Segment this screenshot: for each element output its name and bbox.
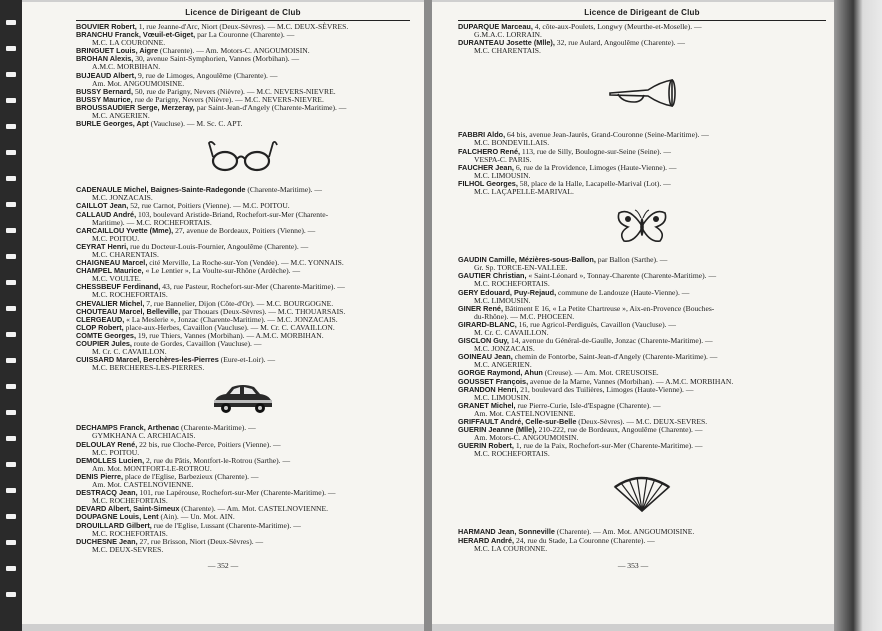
binder-hole xyxy=(6,488,16,493)
entry-club: G.M.A.C. LORRAIN. xyxy=(474,30,542,40)
entry-address: 19, rue Thiers, Vannes (Morbihan). — A.M.C. MORBIHAN. xyxy=(136,330,324,340)
entry-address: « Le Lentier », La Voulte-sur-Rhône (Ardèche). — xyxy=(143,266,301,276)
entry-club: M.C. CHARENTAIS. xyxy=(474,46,541,56)
binder-hole xyxy=(6,306,16,311)
entry-address: 58, place de la Halle, Lacapelle-Marival (Lot). — xyxy=(517,178,671,188)
directory-entry xyxy=(458,386,826,402)
entry-name: DOUPAGNE Louis, Lent xyxy=(76,512,159,522)
entry-name: DENIS Pierre, xyxy=(76,471,124,481)
directory-entry xyxy=(76,104,410,120)
entry-club: M.C. BERCHERES-LES-PIERRES. xyxy=(92,363,205,373)
entry-club: M.C. VOULTE. xyxy=(92,274,141,284)
entry-group-d xyxy=(458,23,826,55)
fan-icon xyxy=(458,458,826,528)
entry-address: 32, rue Aulard, Angoulême (Charente). — xyxy=(554,38,686,48)
entry-address: place de l'Eglise, Barbezieux (Charente). — xyxy=(123,471,259,481)
entry-address: « La Meslerie », Jonzac (Charente-Maritime). — M.C. JONZACAIS. xyxy=(124,314,338,324)
entry-name: CHOUTEAU Marcel, Belleville, xyxy=(76,306,181,316)
binder-hole xyxy=(6,436,16,441)
directory-entry xyxy=(76,356,410,372)
entry-address: (Creuse). — Am. Mot. CREUSOISE. xyxy=(542,368,659,378)
entry-club: Gr. Sp. TORCE-EN-VALLEE. xyxy=(474,263,568,273)
entry-address: 21, boulevard des Tuilières, Limoges (Haute-Vienne). — xyxy=(518,384,694,394)
entry-address: par La Couronne (Charente). — xyxy=(195,30,295,40)
entry-address: 101, rue Lapérouse, Rochefort-sur-Mer (Charente-Maritime). — xyxy=(137,488,336,498)
entry-address: par Ballon (Sarthe). — xyxy=(595,255,668,265)
entry-club: M.C. ROCHEFORTAIS. xyxy=(92,290,168,300)
entry-name: DECHAMPS Franck, Arthenac xyxy=(76,423,180,433)
entry-club: M. Cr. C. CAVAILLON. xyxy=(92,347,167,357)
directory-entry xyxy=(76,489,410,505)
entry-name: CADENAULE Michel, Baignes-Sainte-Radegonde xyxy=(76,185,246,195)
directory-entry xyxy=(458,289,826,305)
entry-name: COUPIER Jules, xyxy=(76,339,132,348)
entry-group-h xyxy=(458,528,826,552)
entry-name: GRANET Michel, xyxy=(458,400,516,410)
entry-address: rue de l'Eglise, Lussant (Charente-Maritime). — xyxy=(151,520,301,530)
entry-address: par Thouars (Deux-Sèvres). — M.C. THOUARSAIS. xyxy=(180,306,346,316)
entry-club: M.C. ROCHEFORTAIS. xyxy=(92,528,168,538)
entry-club: M.C. ROCHEFORTAIS. xyxy=(92,496,168,506)
entry-club: M.C. LIMOUSIN. xyxy=(474,295,531,305)
directory-entry xyxy=(76,243,410,259)
directory-entry xyxy=(76,186,410,202)
entry-group-f xyxy=(458,131,826,196)
directory-entry xyxy=(458,337,826,353)
entry-club: GYMKHANA C. ARCHIACAIS. xyxy=(92,431,196,441)
page-header: Licence de Dirigeant de Club xyxy=(584,8,700,17)
directory-entry xyxy=(76,522,410,538)
directory-entry xyxy=(458,39,826,55)
entry-address: 43, rue Pasteur, Rochefort-sur-Mer (Charente-Maritime). — xyxy=(160,282,345,292)
entry-club: M.C. LA COURONNE. xyxy=(474,543,548,553)
entry-address: (Charente-Maritime). — xyxy=(245,185,323,195)
car-icon xyxy=(76,372,410,424)
entry-club: M.C. LIMOUSIN. xyxy=(474,170,531,180)
entry-address: 2, rue du Pâtis, Montfort-le-Rotrou (Sarthe). — xyxy=(144,455,291,465)
entry-name: GINER René, xyxy=(458,303,504,313)
directory-entry xyxy=(458,537,826,553)
binder-hole xyxy=(6,254,16,259)
entry-club: M.C. POITOU. xyxy=(92,233,140,243)
entry-address: rue de Parigny, Nevers (Nièvre). — M.C. NEVERS-NIEVRE. xyxy=(132,94,324,104)
entry-name: GERY Edouard, Puy-Rejaud, xyxy=(458,287,557,297)
entry-name: FALCHERO René, xyxy=(458,146,521,156)
entry-address: 16, rue Agricol-Perdiguès, Cavaillon (Vaucluse). — xyxy=(516,319,677,329)
entry-address: 27, avenue de Bordeaux, Poitiers (Vienne). — xyxy=(173,225,316,235)
entry-address: chemin de Fontorbe, Saint-Jean-d'Angely (Charente-Maritime). — xyxy=(512,352,718,362)
directory-entry xyxy=(458,256,826,272)
entry-name: CHESSBEUF Ferdinand, xyxy=(76,282,161,292)
directory-entry xyxy=(76,267,410,283)
entry-name: DELOULAY René, xyxy=(76,439,138,449)
entry-name: BUJEAUD Albert, xyxy=(76,70,137,80)
entry-name: FABBRI Aldo, xyxy=(458,130,506,140)
directory-entry xyxy=(76,55,410,71)
binder-hole xyxy=(6,46,16,51)
directory-entry xyxy=(76,424,410,440)
directory-entry xyxy=(458,164,826,180)
entry-club: M.C. LAÇAPELLE-MARIVAL. xyxy=(474,187,574,197)
binder-hole xyxy=(6,202,16,207)
entry-address: avenue de la Marne, Vannes (Morbihan). — A.M.C. MORBIHAN. xyxy=(528,376,734,386)
entry-name: CLOP Robert, xyxy=(76,322,124,332)
entry-name: BRANCHU Franck, Vœuil-et-Giget, xyxy=(76,30,196,40)
directory-entry xyxy=(76,227,410,243)
entry-club: M. Cr. C. CAVAILLON. xyxy=(474,327,549,337)
entry-name: BROUSSAUDIER Serge, Merzeray, xyxy=(76,102,195,112)
binder-hole xyxy=(6,20,16,25)
entry-name: BUSSY Bernard, xyxy=(76,86,134,96)
entry-address: 210-222, rue de Bordeaux, Angoulême (Charente). — xyxy=(536,425,703,435)
page-gutter xyxy=(424,0,432,631)
entry-club: M.C. ROCHEFORTAIS. xyxy=(474,279,550,289)
entry-address: (Vaucluse). — M. Sc. C. APT. xyxy=(148,119,243,129)
directory-entry xyxy=(458,442,826,458)
entry-name: DUPARQUE Marceau, xyxy=(458,22,533,31)
entry-name: BURLE Georges, Apt xyxy=(76,119,149,129)
entry-club: Am. Mot. CASTELNOVIENNE. xyxy=(92,480,194,490)
page-number: — 353 — xyxy=(617,561,649,570)
binder-hole xyxy=(6,514,16,519)
directory-entry xyxy=(458,305,826,321)
directory-entry xyxy=(458,148,826,164)
entry-name: HERARD André, xyxy=(458,535,515,545)
entry-name: CLERGEAUD, xyxy=(76,314,125,324)
entry-name: GOUSSET François, xyxy=(458,376,529,386)
binder-hole xyxy=(6,176,16,181)
entry-club: M.C. CHARENTAIS. xyxy=(92,249,159,259)
entry-address: (Charente). — Am. Motors-C. ANGOUMOISIN. xyxy=(158,46,310,56)
directory-entry xyxy=(458,131,826,147)
entry-address: 4, côte-aux-Poulets, Longwy (Meurthe-et-Moselle). — xyxy=(532,22,702,31)
page-number: — 352 — xyxy=(207,561,239,570)
entry-name: CARCAILLOU Yvette (Mme), xyxy=(76,225,174,235)
entry-group-b xyxy=(76,23,410,128)
entry-name: FILHOL Georges, xyxy=(458,178,518,188)
header-rule xyxy=(76,20,410,21)
binder-strip xyxy=(0,0,22,631)
directory-entry xyxy=(76,473,410,489)
entry-address: (Eure-et-Loir). — xyxy=(218,355,276,365)
directory-entry xyxy=(458,321,826,337)
entry-group-d xyxy=(76,424,410,554)
binder-hole xyxy=(6,72,16,77)
entry-club: M.C. POITOU. xyxy=(92,447,140,457)
entry-name: BRINGUET Louis, Aigre xyxy=(76,46,159,56)
entry-address: route de Gordes, Cavaillon (Vaucluse). — xyxy=(131,339,262,348)
entry-address: 1, rue Jeanne-d'Arc, Niort (Deux-Sèvres). — M.C. DEUX-SÈVRES. xyxy=(136,22,349,31)
binder-hole xyxy=(6,332,16,337)
entry-club: M.C. ANGERIEN. xyxy=(92,111,150,121)
entry-club: M.C. LA COURONNE. xyxy=(92,38,166,48)
entry-address: 64 bis, avenue Jean-Jaurès, Grand-Couronne (Seine-Maritime). — xyxy=(505,130,709,140)
entry-name: CEYRAT Henri, xyxy=(76,241,129,251)
entry-club: M.C. BONDEVILLAIS. xyxy=(474,138,550,148)
glasses-icon xyxy=(76,128,410,186)
entry-name: GOINEAU Jean, xyxy=(458,352,513,362)
binder-hole xyxy=(6,384,16,389)
entry-name: DEVARD Albert, Saint-Simeux xyxy=(76,504,180,514)
binder-hole xyxy=(6,358,16,363)
binder-hole xyxy=(6,124,16,129)
entry-club: du-Rhône). — M.C. PHOCEEN. xyxy=(474,311,575,321)
entry-name: DESTRACQ Jean, xyxy=(76,488,138,498)
directory-entry xyxy=(76,340,410,356)
entry-address: (Charente). — Am. Mot. ANGOUMOISINE. xyxy=(554,527,695,537)
directory-entry xyxy=(76,441,410,457)
entry-name: GISCLON Guy, xyxy=(458,336,509,346)
entry-name: FAUCHER Jean, xyxy=(458,162,514,172)
entry-group-c xyxy=(76,186,410,372)
right-page xyxy=(432,2,834,624)
entry-name: CHAIGNEAU Marcel, xyxy=(76,258,148,268)
entry-club: Am. Mot. CASTELNOVIENNE. xyxy=(474,408,576,418)
header-rule xyxy=(458,20,826,21)
entry-club: VESPA-C. PARIS. xyxy=(474,154,532,164)
entry-club: M.C. JONZACAIS. xyxy=(92,193,153,203)
directory-entry xyxy=(76,457,410,473)
entry-address: par Saint-Jean-d'Angely (Charente-Maritime). — xyxy=(194,102,347,112)
entry-address: commune de Landouze (Haute-Vienne). — xyxy=(556,287,690,297)
entry-address: 52, rue Carnot, Poitiers (Vienne). — M.C. POITOU. xyxy=(128,201,290,211)
directory-entry xyxy=(458,353,826,369)
entry-address: 24, rue du Stade, La Couronne (Charente). — xyxy=(514,535,655,545)
entry-name: DUCHESNE Jean, xyxy=(76,536,138,546)
entry-club: Maritime). — M.C. ROCHEFORTAIS. xyxy=(92,217,212,227)
entry-name: COMTE Georges, xyxy=(76,330,137,340)
entry-address: 1, rue de la Paix, Rochefort-sur-Mer (Charente-Maritime). — xyxy=(513,441,703,451)
entry-address: cité Merville, La Roche-sur-Yon (Vendée). — M.C. YONNAIS. xyxy=(147,258,344,268)
binder-hole xyxy=(6,98,16,103)
entry-name: DROUILLARD Gilbert, xyxy=(76,520,152,530)
page-header: Licence de Dirigeant de Club xyxy=(185,8,301,17)
entry-name: BOUVIER Robert, xyxy=(76,22,137,31)
entry-address: 27, rue Brisson, Niort (Deux-Sèvres). — xyxy=(137,536,264,546)
binder-hole xyxy=(6,462,16,467)
entry-name: GRANDON Henri, xyxy=(458,384,519,394)
entry-club: M.C. DEUX-SEVRES. xyxy=(92,544,164,554)
entry-address: (Deux-Sèvres). — M.C. DEUX-SEVRES. xyxy=(576,417,708,426)
entry-address: 113, rue de Silly, Boulogne-sur-Seine (Seine). — xyxy=(520,146,671,156)
entry-club: M.C. ROCHEFORTAIS. xyxy=(474,449,550,459)
entry-name: CAILLOT Jean, xyxy=(76,201,129,211)
directory-entry xyxy=(458,426,826,442)
entry-club: M.C. LIMOUSIN. xyxy=(474,392,531,402)
binder-hole xyxy=(6,540,16,545)
directory-entry xyxy=(458,272,826,288)
entry-address: place-aux-Herbes, Cavaillon (Vaucluse). — M. Cr. C. CAVAILLON. xyxy=(123,322,335,332)
entry-club: M.C. JONZACAIS. xyxy=(474,344,535,354)
entry-address: 7, rue Bannelier, Dijon (Côte-d'Or). — M.C. BOURGOGNE. xyxy=(144,298,334,308)
binder-hole xyxy=(6,410,16,415)
entry-club: Am. Mot. MONTFORT-LE-ROTROU. xyxy=(92,463,212,473)
entry-name: GUERIN Jeanne (Mlle), xyxy=(458,425,537,435)
entry-address: Bâtiment E 16, « La Petite Chartreuse », Aix-en-Provence (Bouches- xyxy=(503,303,715,313)
entry-name: GAUTIER Christian, xyxy=(458,271,527,281)
entry-address: (Charente). — Am. Mot. CASTELNOVIENNE. xyxy=(179,504,329,514)
entry-address: 103, boulevard Aristide-Briand, Rochefort-sur-Mer (Charente- xyxy=(136,209,329,219)
binder-hole xyxy=(6,280,16,285)
entry-address: rue Pierre-Curie, Isle-d'Espagne (Charente). — xyxy=(515,400,661,410)
entry-name: GIRARD-BLANC, xyxy=(458,319,517,329)
entry-name: CHAMPEL Maurice, xyxy=(76,266,144,276)
entry-address: (Charente-Maritime). — xyxy=(179,423,256,433)
directory-entry xyxy=(76,72,410,88)
directory-entry xyxy=(76,538,410,554)
entry-name: GAUDIN Camille, Mézières-sous-Ballon, xyxy=(458,255,596,265)
binder-hole xyxy=(6,150,16,155)
entry-address: 14, avenue du Général-de-Gaulle, Jonzac (Charente-Maritime). — xyxy=(508,336,713,346)
directory-entry xyxy=(458,402,826,418)
entry-address: 30, avenue Saint-Symphorien, Vannes (Morbihan). — xyxy=(133,54,300,64)
bugle-icon xyxy=(458,55,826,131)
left-page xyxy=(22,2,424,624)
entry-name: GRIFFAULT André, Celle-sur-Belle xyxy=(458,417,577,426)
directory-entry xyxy=(458,23,826,39)
entry-club: Am. Mot. ANGOUMOISINE. xyxy=(92,78,185,88)
entry-name: DURANTEAU Josette (Mlle), xyxy=(458,38,555,48)
entry-group-g xyxy=(458,256,826,458)
entry-address: « Saint-Léonard », Tonnay-Charente (Charente-Maritime). — xyxy=(526,271,717,281)
entry-club: M.C. ANGERIEN. xyxy=(474,360,532,370)
binder-hole xyxy=(6,228,16,233)
entry-name: DEMOLLES Lucien, xyxy=(76,455,145,465)
directory-entry xyxy=(76,283,410,299)
directory-entry xyxy=(76,31,410,47)
entry-address: (Ain). — Un. Mot. AIN. xyxy=(158,512,235,522)
entry-address: 22 bis, rue Cloche-Perce, Poitiers (Vienne). — xyxy=(137,439,281,449)
entry-name: HARMAND Jean, Sonneville xyxy=(458,527,555,537)
entry-name: BROHAN Alexis, xyxy=(76,54,134,64)
directory-entry xyxy=(76,120,410,128)
entry-name: GORGE Raymond, Ahun xyxy=(458,368,543,378)
entry-name: CUISSARD Marcel, Berchères-les-Pierres xyxy=(76,355,219,365)
butterfly-icon xyxy=(458,196,826,256)
entry-club: Am. Motors-C. ANGOUMOISIN. xyxy=(474,433,579,443)
book-edge xyxy=(834,0,882,631)
entry-address: 6, rue de la Providence, Limoges (Haute-Vienne). — xyxy=(513,162,677,172)
binder-hole xyxy=(6,566,16,571)
entry-address: 50, rue de Parigny, Nevers (Nièvre). — M.C. NEVERS-NIEVRE. xyxy=(133,86,336,96)
entry-address: 9, rue de Limoges, Angoulême (Charente). — xyxy=(136,70,278,80)
entry-name: BUSSY Maurice, xyxy=(76,94,133,104)
binder-hole xyxy=(6,592,16,597)
entry-club: A.M.C. MORBIHAN. xyxy=(92,62,161,72)
entry-name: CALLAUD André, xyxy=(76,209,137,219)
entry-name: CHEVALIER Michel, xyxy=(76,298,145,308)
directory-entry xyxy=(458,180,826,196)
entry-name: GUERIN Robert, xyxy=(458,441,514,451)
directory-entry xyxy=(76,211,410,227)
entry-address: rue du Docteur-Louis-Fournier, Angoulême (Charente). — xyxy=(128,241,309,251)
